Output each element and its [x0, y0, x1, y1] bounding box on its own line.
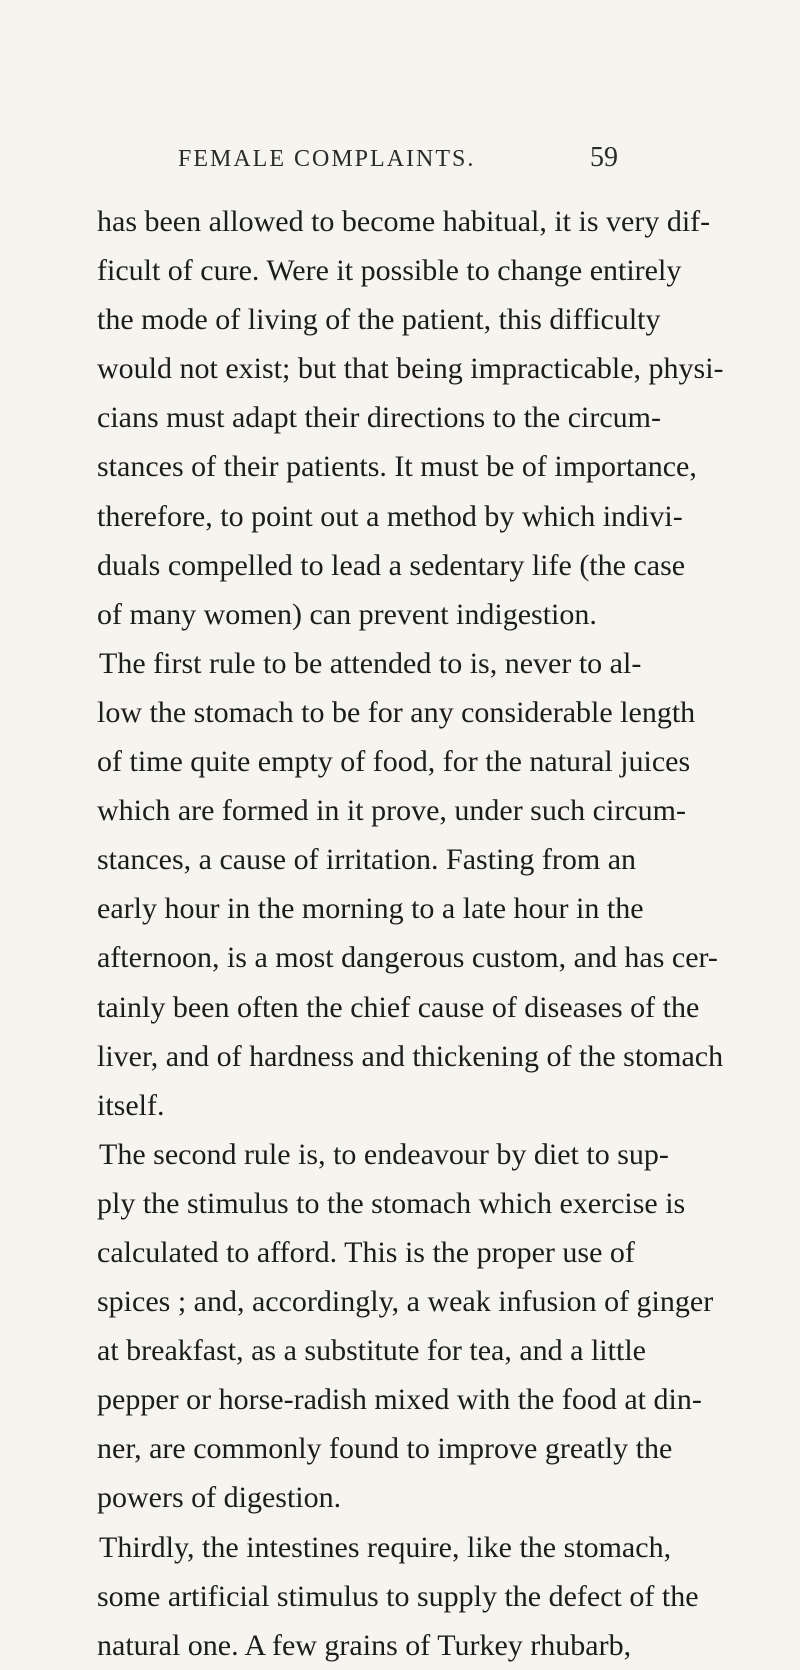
text-line: liver, and of hardness and thickening of the stomach	[97, 1039, 724, 1073]
text-line: therefore, to point out a method by which indivi-	[97, 499, 683, 533]
text-line: of many women) can prevent indigestion.	[97, 597, 597, 631]
text-line: ner, are commonly found to improve greatly the	[97, 1432, 673, 1466]
text-line: ply the stimulus to the stomach which exercise is	[97, 1186, 686, 1220]
text-line: powers of digestion.	[97, 1481, 342, 1515]
text-line: Thirdly, the intestines require, like the stomach,	[99, 1530, 672, 1564]
text-line: would not exist; but that being impracticable, physi-	[97, 352, 724, 386]
text-line: ficult of cure. Were it possible to change entirely	[97, 254, 682, 288]
running-title: FEMALE COMPLAINTS.	[178, 146, 476, 172]
text-line: tainly been often the chief cause of diseases of the	[97, 990, 700, 1024]
text-line: duals compelled to lead a sedentary life (the case	[97, 548, 686, 582]
text-line: some artificial stimulus to supply the defect of the	[97, 1579, 699, 1613]
text-line: afternoon, is a most dangerous custom, and has cer-	[97, 941, 718, 975]
text-line: The second rule is, to endeavour by diet to sup-	[99, 1137, 669, 1171]
page-number: 59	[590, 142, 618, 173]
text-line: stances of their patients. It must be of importance,	[97, 450, 697, 484]
text-line: The first rule to be attended to is, never to al-	[99, 646, 642, 680]
text-line: has been allowed to become habitual, it is very dif-	[97, 205, 711, 238]
text-line: stances, a cause of irritation. Fasting from an	[97, 843, 637, 877]
text-line: at breakfast, as a substitute for tea, and a little	[97, 1334, 646, 1368]
text-line: of time quite empty of food, for the natural juices	[97, 745, 691, 779]
body-text	[97, 197, 737, 1670]
text-line: the mode of living of the patient, this difficulty	[97, 303, 661, 337]
text-line: pepper or horse-radish mixed with the food at din-	[97, 1383, 702, 1417]
text-line: spices ; and, accordingly, a weak infusion of ginger	[97, 1285, 714, 1319]
text-line: early hour in the morning to a late hour in the	[97, 892, 644, 926]
text-line: natural one. A few grains of Turkey rhubarb,	[97, 1628, 632, 1662]
text-line: which are formed in it prove, under such circum-	[97, 794, 686, 828]
text-line: low the stomach to be for any considerable length	[97, 695, 696, 729]
text-line: calculated to afford. This is the proper use of	[97, 1235, 635, 1269]
text-line: itself.	[97, 1088, 165, 1122]
text-line: cians must adapt their directions to the circum-	[97, 401, 661, 435]
